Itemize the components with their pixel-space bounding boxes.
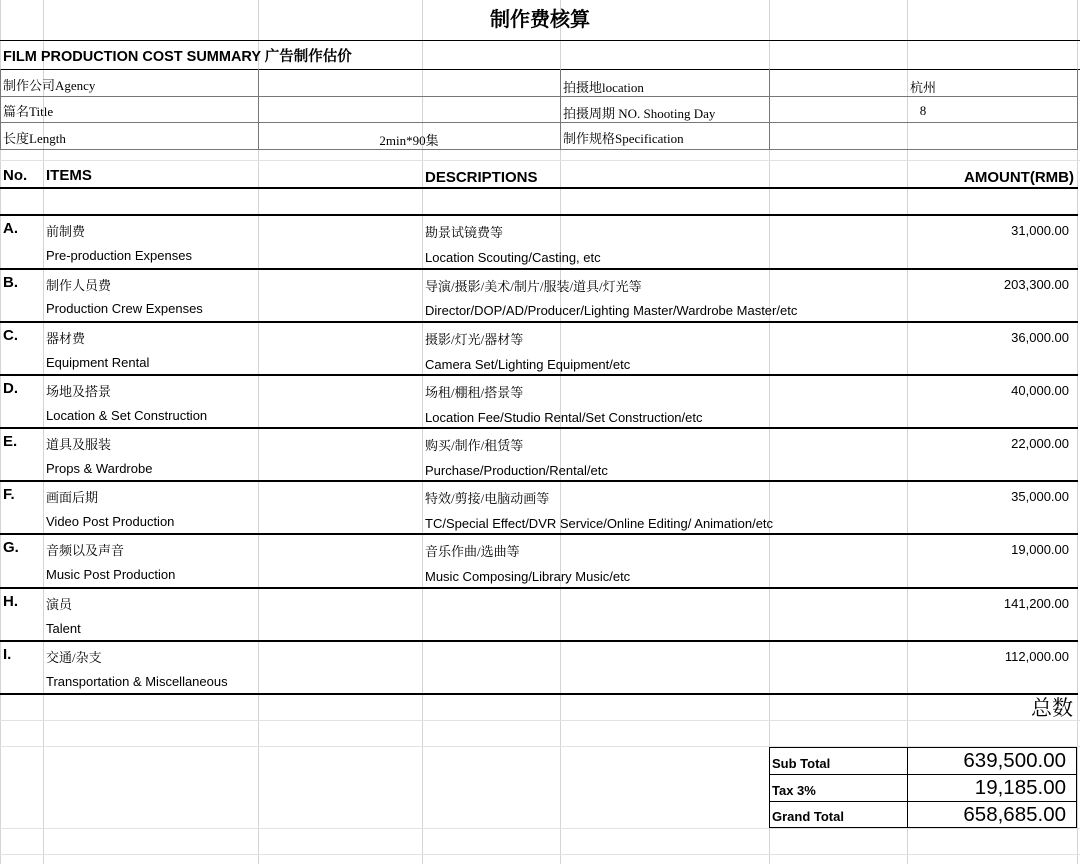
desc-cn: 勘景试镜费等 <box>425 225 504 240</box>
item-letter: A. <box>3 220 18 237</box>
totals-border <box>769 747 770 828</box>
header-amount: AMOUNT(RMB) <box>964 169 1074 186</box>
desc-cn: 场租/棚租/搭景等 <box>425 385 524 400</box>
item-cn: 音频以及声音 <box>46 543 125 558</box>
location-value: 杭州 <box>909 80 936 95</box>
grand-total-value: 658,685.00 <box>963 803 1066 826</box>
grand-total-label: Grand Total <box>772 809 844 824</box>
item-en: Location & Set Construction <box>46 408 208 423</box>
item-letter: G. <box>3 539 19 556</box>
row-border <box>0 533 1078 535</box>
item-amount: 112,000.00 <box>1004 649 1069 664</box>
desc-en: Camera Set/Lighting Equipment/etc <box>425 357 631 372</box>
desc-cn: 购买/制作/租赁等 <box>425 438 524 453</box>
header-descriptions: DESCRIPTIONS <box>425 169 538 186</box>
row-border <box>0 640 1078 642</box>
subtotal-value: 639,500.00 <box>963 749 1066 772</box>
header-items: ITEMS <box>46 167 92 184</box>
location-label: 拍摄地location <box>563 80 644 95</box>
specification-label: 制作规格Specification <box>563 131 684 146</box>
info-border <box>0 69 1 150</box>
row-border <box>0 427 1078 429</box>
total-label: 总数 <box>1031 696 1073 720</box>
info-border <box>0 122 1078 123</box>
tax-value: 19,185.00 <box>974 776 1066 799</box>
info-border <box>560 69 561 150</box>
row-border <box>0 321 1078 323</box>
item-amount: 141,200.00 <box>1003 596 1069 611</box>
item-en: Talent <box>46 621 81 636</box>
agency-label: 制作公司Agency <box>3 78 96 93</box>
item-amount: 203,300.00 <box>1003 277 1069 292</box>
item-en: Production Crew Expenses <box>46 301 203 316</box>
row-border <box>0 268 1078 270</box>
item-cn: 道具及服装 <box>46 437 112 452</box>
item-letter: D. <box>3 380 18 397</box>
sheet-title: 制作费核算 <box>490 7 590 31</box>
item-cn: 演员 <box>46 597 73 612</box>
shooting-day-value: 8 <box>919 103 927 118</box>
desc-en: Music Composing/Library Music/etc <box>425 569 631 584</box>
item-letter: C. <box>3 327 18 344</box>
length-label: 长度Length <box>3 131 66 146</box>
item-letter: E. <box>3 433 18 450</box>
desc-en: Location Scouting/Casting, etc <box>425 250 601 265</box>
item-en: Pre-production Expenses <box>46 248 192 263</box>
row-border <box>0 480 1078 482</box>
item-amount: 35,000.00 <box>1011 489 1069 504</box>
subtotal-label: Sub Total <box>772 756 831 771</box>
header-no: No. <box>3 167 28 184</box>
desc-cn: 特效/剪接/电脑动画等 <box>425 491 550 506</box>
item-cn: 制作人员费 <box>46 278 112 293</box>
item-en: Equipment Rental <box>46 355 150 370</box>
tax-label: Tax 3% <box>772 783 816 798</box>
item-letter: I. <box>3 646 12 663</box>
item-amount: 40,000.00 <box>1011 383 1069 398</box>
title-border <box>0 40 1080 41</box>
item-letter: F. <box>3 486 15 503</box>
item-cn: 场地及搭景 <box>46 384 112 399</box>
item-amount: 22,000.00 <box>1011 436 1069 451</box>
item-letter: H. <box>3 593 18 610</box>
header-border <box>0 187 1078 189</box>
desc-en: Purchase/Production/Rental/etc <box>425 463 608 478</box>
item-amount: 36,000.00 <box>1011 330 1069 345</box>
row-border <box>0 587 1078 589</box>
totals-border <box>1076 747 1077 828</box>
desc-en: Location Fee/Studio Rental/Set Construction/etc <box>425 410 703 425</box>
desc-en: Director/DOP/AD/Producer/Lighting Master/Wardrobe Master/etc <box>425 303 798 318</box>
item-amount: 31,000.00 <box>1011 223 1069 238</box>
info-border <box>0 96 1078 97</box>
desc-cn: 音乐作曲/选曲等 <box>425 544 520 559</box>
item-en: Props & Wardrobe <box>46 461 153 476</box>
item-en: Music Post Production <box>46 567 176 582</box>
desc-cn: 导演/摄影/美术/制片/服装/道具/灯光等 <box>425 279 642 294</box>
item-en: Video Post Production <box>46 514 175 529</box>
item-cn: 器材费 <box>46 331 86 346</box>
desc-cn: 摄影/灯光/器材等 <box>425 332 524 347</box>
table-bottom-border <box>0 693 1078 695</box>
info-border <box>0 149 1078 150</box>
length-value: 2min*90集 <box>379 133 439 148</box>
item-amount: 19,000.00 <box>1011 542 1069 557</box>
shooting-day-label: 拍摄周期 NO. Shooting Day <box>563 106 716 121</box>
item-cn: 交通/杂支 <box>46 650 102 665</box>
item-en: Transportation & Miscellaneous <box>46 674 228 689</box>
item-letter: B. <box>3 274 18 291</box>
item-cn: 前制费 <box>46 224 86 239</box>
title-label: 篇名Title <box>3 104 54 119</box>
desc-en: TC/Special Effect/DVR Service/Online Editing/ Animation/etc <box>425 516 774 531</box>
info-border <box>1077 69 1078 150</box>
row-border <box>0 214 1078 216</box>
summary-border <box>0 69 1080 70</box>
row-border <box>0 374 1078 376</box>
item-cn: 画面后期 <box>46 490 99 505</box>
summary-heading: FILM PRODUCTION COST SUMMARY 广告制作估价 <box>3 49 352 65</box>
